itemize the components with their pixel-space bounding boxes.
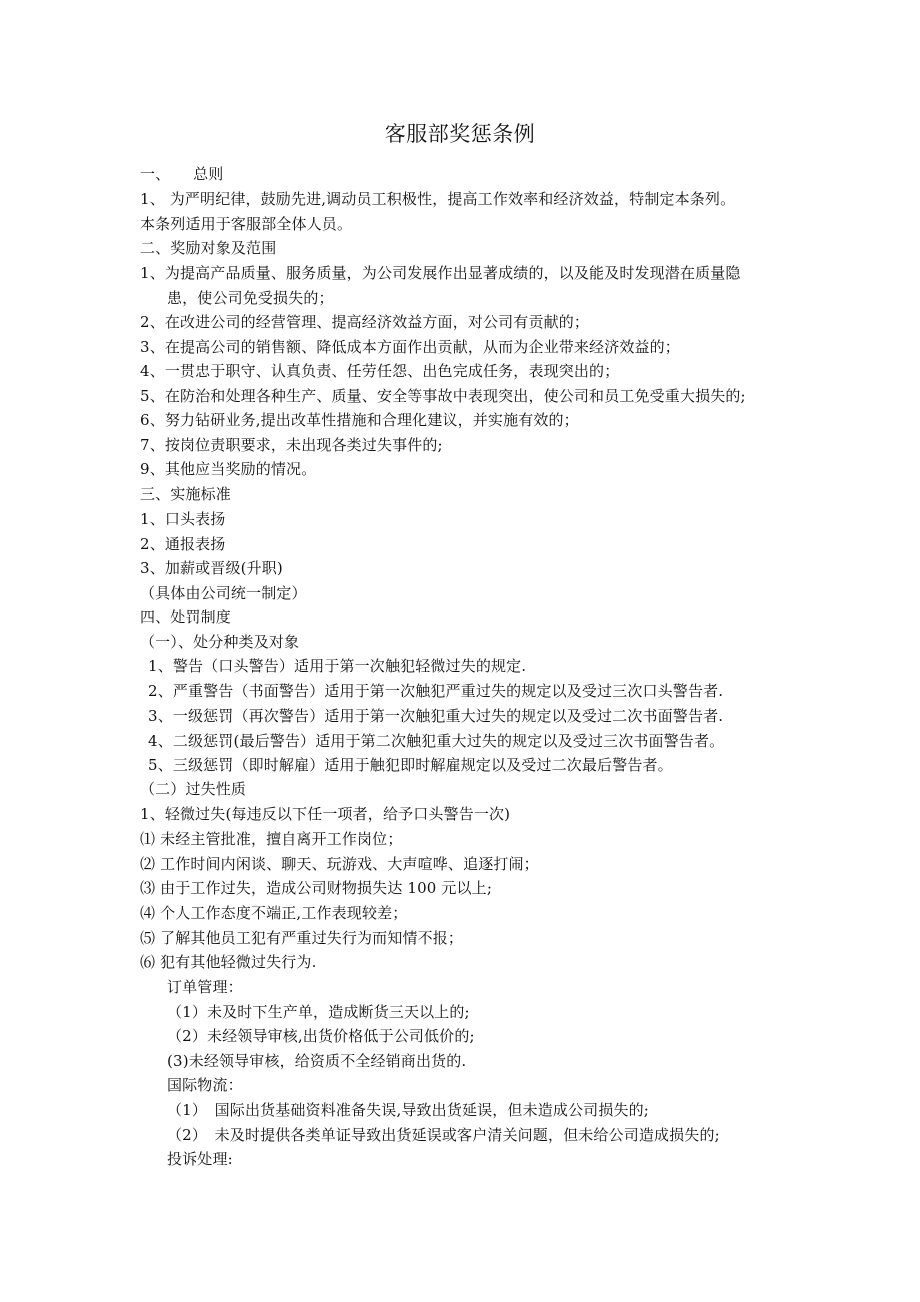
subsection-heading: （二）过失性质 [140, 780, 247, 798]
section-heading-standards: 三、实施标准 [140, 485, 231, 503]
list-item: 2、严重警告（书面警告）适用于第一次触犯严重过失的规定以及受过三次口头警告者. [148, 682, 724, 700]
list-item-continuation: 患，使公司免受损失的； [167, 289, 334, 307]
subheading-international-logistics: 国际物流： [167, 1076, 243, 1094]
list-item: ⑶ 由于工作过失，造成公司财物损失达 100 元以上; [140, 879, 493, 897]
list-item: 7、按岗位责职要求，未出现各类过失事件的; [140, 436, 443, 454]
list-item: ⑴ 未经主管批准，擅自离开工作岗位； [140, 830, 403, 848]
section-heading-rewards: 二、奖励对象及范围 [140, 239, 277, 257]
section-heading-general: 一、 总则 [140, 165, 224, 183]
list-item: 3、在提高公司的销售额、降低成本方面作出贡献，从而为企业带来经济效益的； [140, 338, 680, 356]
list-item: 1、警告（口头警告）适用于第一次触犯轻微过失的规定. [148, 657, 527, 675]
section-heading-penalties: 四、处罚制度 [140, 608, 231, 626]
list-item: ⑹ 犯有其他轻微过失行为. [140, 953, 317, 971]
list-item: （1） 国际出货基础资料准备失误,导致出货延误，但未造成公司损失的; [167, 1101, 649, 1119]
list-item: ⑸ 了解其他员工犯有严重过失行为而知情不报； [140, 929, 464, 947]
list-item: ⑷ 个人工作态度不端正,工作表现较差； [140, 904, 408, 922]
subsection-heading: （一）、处分种类及对象 [140, 633, 300, 651]
list-item: ⑵ 工作时间内闲谈、聊天、玩游戏、大声喧哗、追逐打闹； [140, 855, 539, 873]
list-item: （2） 未及时提供各类单证导致出货延误或客户清关问题，但未给公司造成损失的; [167, 1126, 720, 1144]
list-item: （2）未经领导审核,出货价格低于公司低价的; [167, 1027, 475, 1045]
text-line: 1、 为严明纪律，鼓励先进,调动员工积极性，提高工作效率和经济效益，特制定本条列。 [140, 190, 736, 208]
list-item: 3、加薪或晋级(升职) [140, 559, 283, 577]
list-item: 2、通报表扬 [140, 535, 226, 553]
list-item: 6、努力钻研业务,提出改革性措施和合理化建议，并实施有效的； [140, 411, 579, 429]
list-item: 5、三级惩罚（即时解雇）适用于触犯即时解雇规定以及受过二次最后警告者。 [148, 756, 673, 774]
list-item: 4、二级惩罚(最后警告）适用于第二次触犯重大过失的规定以及受过三次书面警告者。 [148, 732, 725, 750]
list-item: 1、为提高产品质量、服务质量，为公司发展作出显著成绩的，以及能及时发现潜在质量隐 [140, 264, 741, 282]
list-item: 4、一贯忠于职守、认真负责、任劳任怨、出色完成任务，表现突出的； [140, 362, 620, 380]
subheading-order-management: 订单管理： [167, 978, 243, 996]
list-item: 5、在防治和处理各种生产、质量、安全等事故中表现突出，使公司和员工免受重大损失的; [140, 387, 746, 405]
list-item: 2、在改进公司的经营管理、提高经济效益方面，对公司有贡献的； [140, 313, 590, 331]
list-item: 1、轻微过失(每违反以下任一项者，给予口头警告一次) [140, 805, 511, 823]
text-line: （具体由公司统一制定） [140, 584, 307, 602]
list-item: （1）未及时下生产单，造成断货三天以上的; [167, 1003, 470, 1021]
text-line: 本条列适用于客服部全体人员。 [140, 215, 353, 233]
document-title: 客服部奖惩条例 [384, 122, 536, 146]
list-item: 1、口头表扬 [140, 510, 226, 528]
list-item: 3、一级惩罚（再次警告）适用于第一次触犯重大过失的规定以及受过二次书面警告者. [148, 707, 724, 725]
subheading-complaint-handling: 投诉处理: [167, 1150, 233, 1168]
list-item: 9、其他应当奖励的情况。 [140, 460, 317, 478]
list-item: (3)未经领导审核，给资质不全经销商出货的. [167, 1052, 467, 1070]
